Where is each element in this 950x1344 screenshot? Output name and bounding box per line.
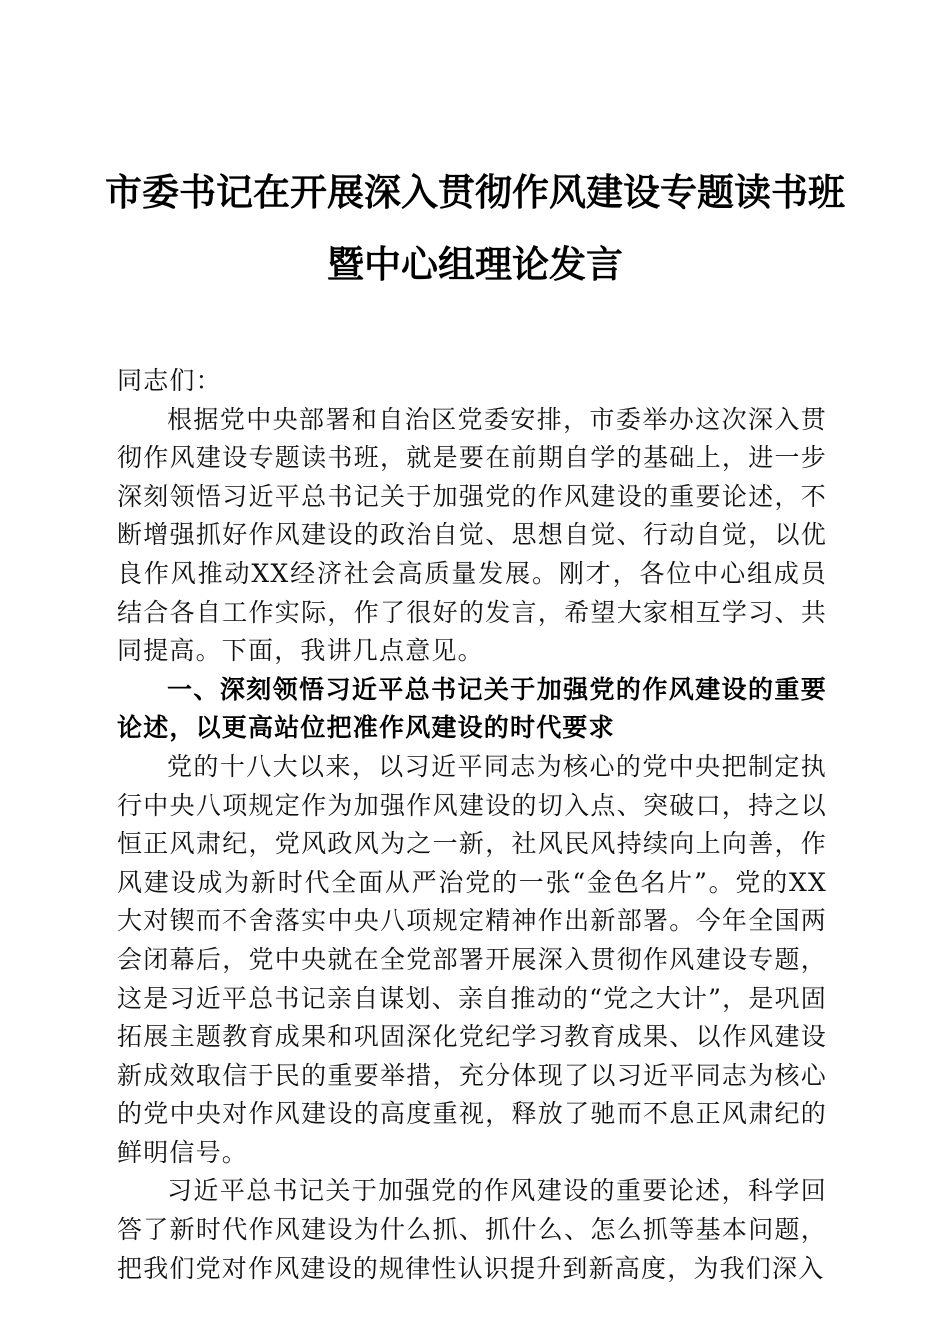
paragraph-intro: 根据党中央部署和自治区党委安排，市委举办这次深入贯彻作风建设专题读书班，就是要在前期自学的基础上，进一步深刻领悟习近平总书记关于加强党的作风建设的重要论述，不断增强抓好作风建设的政治自觉、思想自觉、行动自觉，以优良作风推动XX经济社会高质量发展。刚才，各位中心组成员结合各自工作实际，作了很好的发言，希望大家相互学习、共同提高。下面，我讲几点意见。: [117, 404, 827, 666]
paragraph-section-1: 党的十八大以来，以习近平同志为核心的党中央把制定执行中央八项规定作为加强作风建设的切入点、突破口，持之以恒正风肃纪，党风政风为之一新，社风民风持续向上向善，作风建设成为新时代全面从严治党的一张“金色名片”。党的XX大对锲而不舍落实中央八项规定精神作出新部署。今年全国两会闭幕后，党中央就在全党部署开展深入贯彻作风建设专题，这是习近平总书记亲自谋划、亲自推动的“党之大计”，是巩固拓展主题教育成果和巩固深化党纪学习教育成果、以作风建设新成效取信于民的重要举措，充分体现了以习近平同志为核心的党中央对作风建设的高度重视，释放了驰而不息正风肃纪的鲜明信号。: [117, 751, 827, 1167]
document-body: [117, 362, 827, 1288]
salutation: 同志们：: [117, 366, 222, 395]
section-heading-1: 一、深刻领悟习近平总书记关于加强党的作风建设的重要论述，以更高站位把准作风建设的时代要求: [117, 674, 827, 743]
document-title-line-2: 暨中心组理论发言: [327, 242, 623, 286]
paragraph-section-1-continued: 习近平总书记关于加强党的作风建设的重要论述，科学回答了新时代作风建设为什么抓、抓什么、怎么抓等基本问题，把我们党对作风建设的规律性认识提升到新高度，为我们深入: [117, 1176, 827, 1283]
document-title-line-1: 市委书记在开展深入贯彻作风建设专题读书班: [105, 170, 845, 214]
